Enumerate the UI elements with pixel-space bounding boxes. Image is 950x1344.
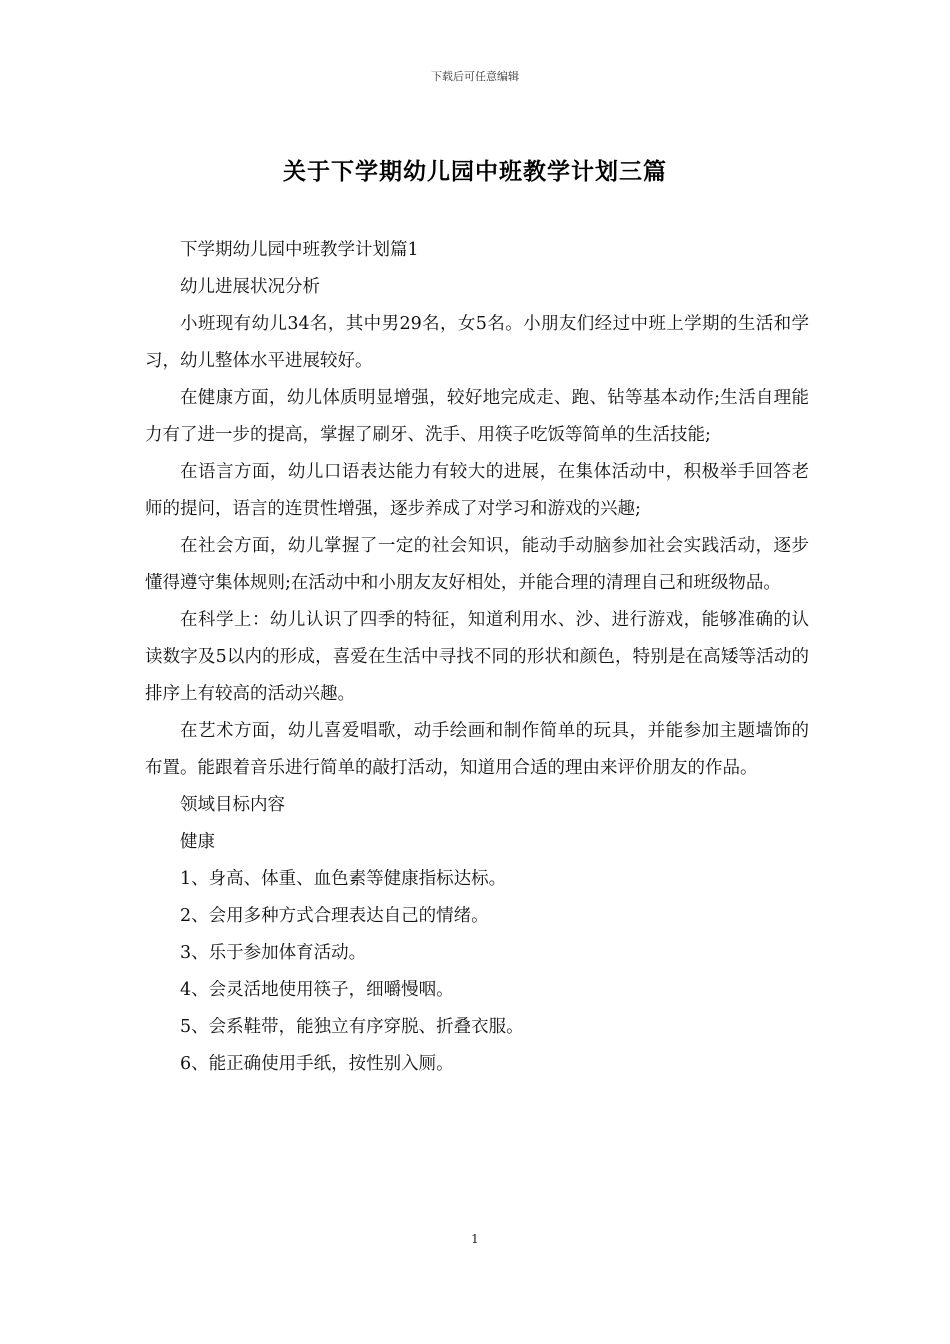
- subsection-heading: 健康: [180, 832, 215, 852]
- paragraph: 在健康方面，幼儿体质明显增强，较好地完成走、跑、钻等基本动作;生活自理能力有了进一步的提高，掌握了刷牙、洗手、用筷子吃饭等简单的生活技能;: [145, 388, 809, 445]
- paragraph: 在语言方面，幼儿口语表达能力有较大的进展，在集体活动中，积极举手回答老师的提问，语言的连贯性增强，逐步养成了对学习和游戏的兴趣;: [145, 462, 809, 519]
- document-title: 关于下学期幼儿园中班教学计划三篇: [283, 158, 667, 185]
- page-number: 1: [471, 1232, 479, 1246]
- paragraph: 在科学上：幼儿认识了四季的特征，知道利用水、沙、进行游戏，能够准确的认读数字及5以内的形成，喜爱在生活中寻找不同的形状和颜色，特别是在高矮等活动的排序上有较高的活动兴趣。: [145, 610, 809, 704]
- section-heading: 领域目标内容: [180, 795, 285, 815]
- list-item: 2、会用多种方式合理表达自己的情绪。: [180, 906, 489, 926]
- header-note: 下载后可任意编辑: [431, 70, 519, 83]
- list-item: 6、能正确使用手纸，按性别入厕。: [180, 1054, 454, 1074]
- list-item: 1、身高、体重、血色素等健康指标达标。: [180, 869, 507, 889]
- document-body: [145, 232, 809, 1083]
- list-item: 3、乐于参加体育活动。: [180, 943, 367, 963]
- paragraph: 在艺术方面，幼儿喜爱唱歌，动手绘画和制作简单的玩具，并能参加主题墙饰的布置。能跟着音乐进行简单的敲打活动，知道用合适的理由来评价朋友的作品。: [145, 721, 809, 778]
- list-item: 5、会系鞋带，能独立有序穿脱、折叠衣服。: [180, 1017, 524, 1037]
- paragraph: 小班现有幼儿34名，其中男29名，女5名。小朋友们经过中班上学期的生活和学习，幼儿整体水平进展较好。: [145, 314, 809, 371]
- list-item: 4、会灵活地使用筷子，细嚼慢咽。: [180, 980, 454, 1000]
- paragraph: 下学期幼儿园中班教学计划篇1: [180, 240, 419, 260]
- paragraph: 在社会方面，幼儿掌握了一定的社会知识，能动手动脑参加社会实践活动，逐步懂得遵守集体规则;在活动中和小朋友友好相处，并能合理的清理自己和班级物品。: [145, 536, 809, 593]
- paragraph: 幼儿进展状况分析: [180, 277, 320, 297]
